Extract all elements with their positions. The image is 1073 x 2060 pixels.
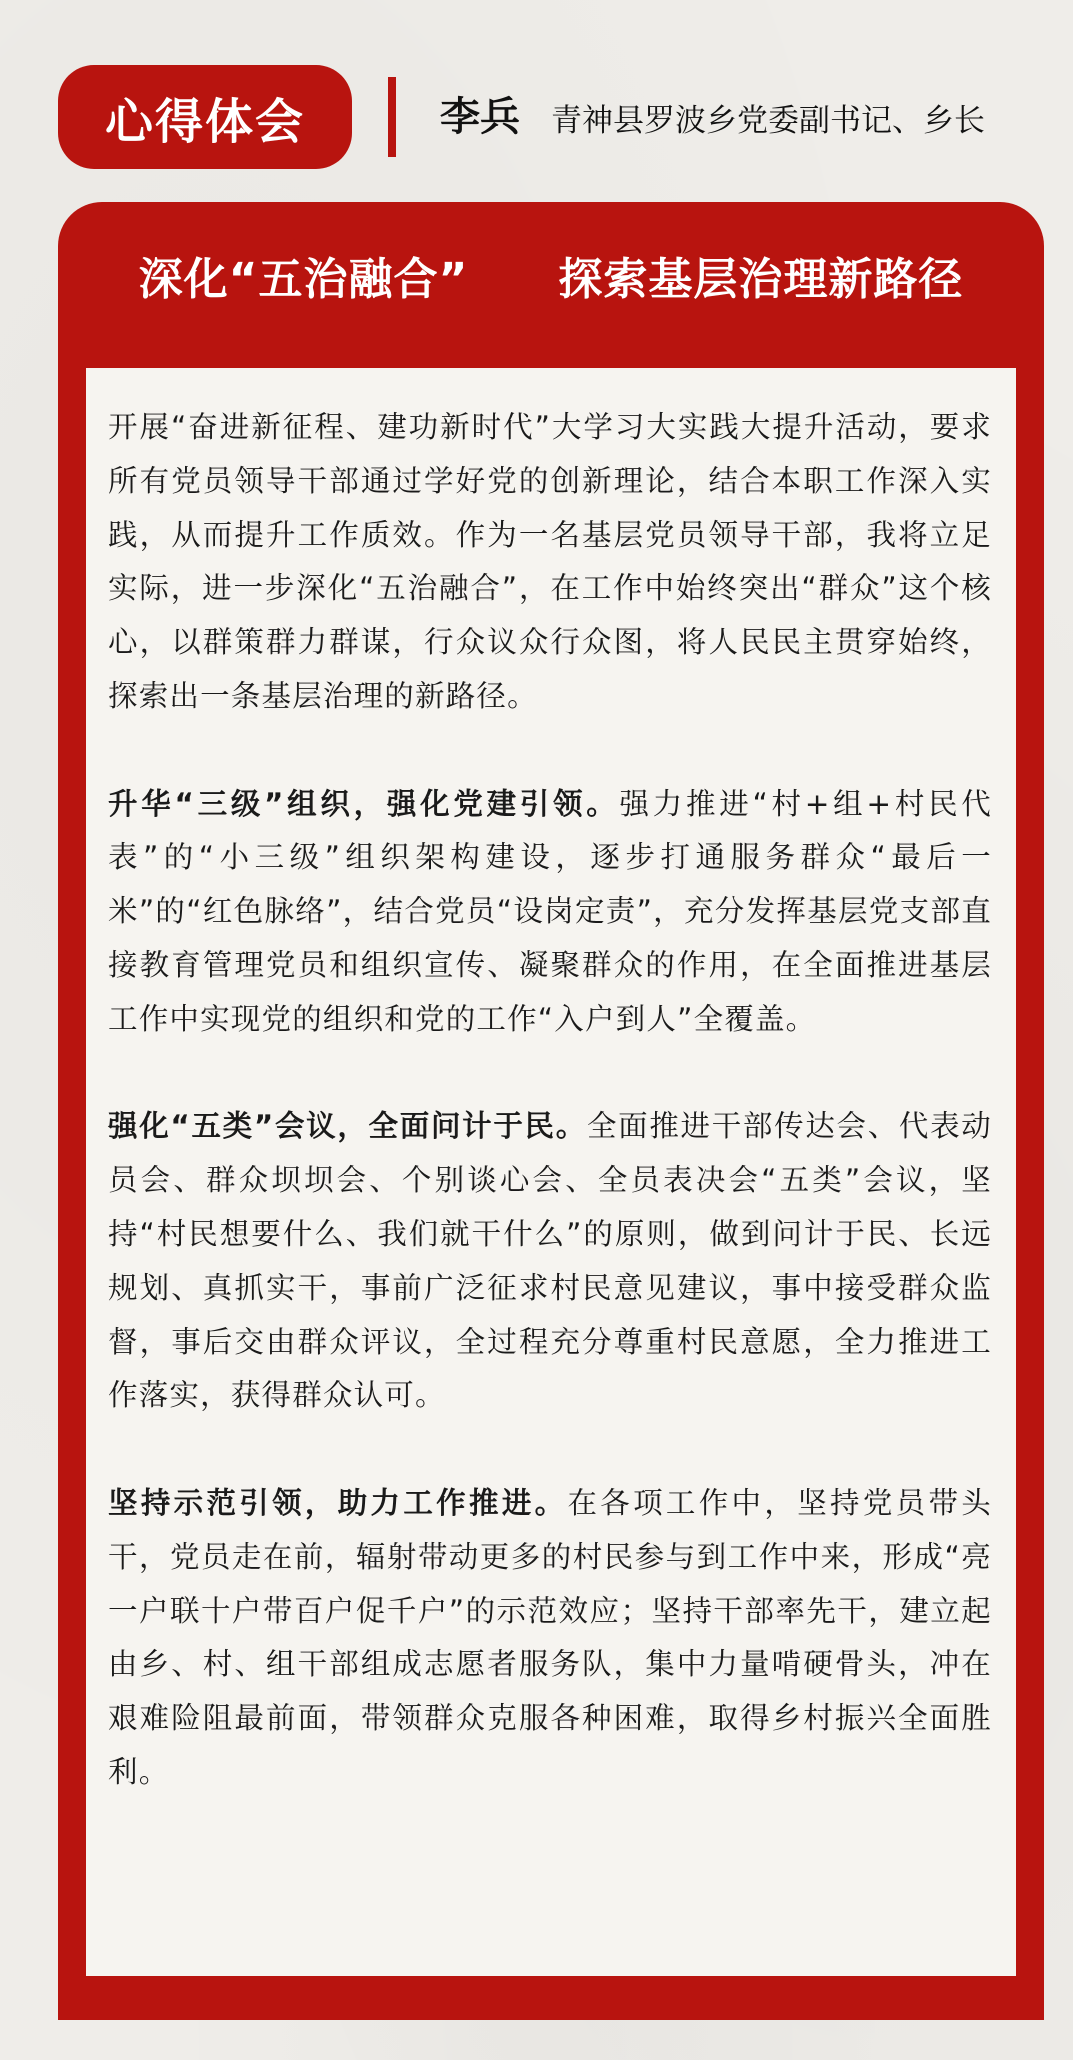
paragraph-3 <box>108 1100 992 1423</box>
paragraph-lead: 强化“五类”会议，全面问计于民。 <box>108 1109 587 1144</box>
paragraph-lead: 坚持示范引领，助力工作推进。 <box>108 1485 568 1520</box>
paragraph-body: 强力推进“村+组+村民代表”的“小三级”组织架构建设，逐步打通服务群众“最后一米”的“红色脉络”，结合党员“设岗定责”，充分发挥基层党支部直接教育管理党员和组织宣传、凝聚群众的作用，在全面推进基层工作中实现党的组织和党的工作“入户到人”全覆盖。 <box>108 786 992 1036</box>
paragraph-body: 全面推进干部传达会、代表动员会、群众坝坝会、个别谈心会、全员表决会“五类”会议，坚持“村民想要什么、我们就干什么”的原则，做到问计于民、长远规划、真抓实干，事前广泛征求村民意见建议，事中接受群众监督，事后交由群众评议，全过程充分尊重村民意愿，全力推进工作落实，获得群众认可。 <box>108 1109 992 1413</box>
article-content <box>86 368 1016 1976</box>
paragraph-lead: 升华“三级”组织，强化党建引领。 <box>108 786 620 821</box>
section-tag: 心得体会 <box>58 65 352 169</box>
paragraph-1 <box>108 401 992 724</box>
author-name: 李兵 <box>440 94 520 140</box>
article-card <box>58 202 1044 2020</box>
article-header <box>58 65 1018 169</box>
header-divider <box>388 77 396 157</box>
paragraph-2 <box>108 778 992 1047</box>
paragraph-4 <box>108 1477 992 1800</box>
article-body <box>108 401 992 1800</box>
paragraph-body: 开展“奋进新征程、建功新时代”大学习大实践大提升活动，要求所有党员领导干部通过学好党的创新理论，结合本职工作深入实践，从而提升工作质效。作为一名基层党员领导干部，我将立足实际，进一步深化“五治融合”，在工作中始终突出“群众”这个核心，以群策群力群谋，行众议众行众图，将人民民主贯穿始终，探索出一条基层治理的新路径。 <box>108 410 992 713</box>
paragraph-body: 在各项工作中，坚持党员带头干，党员走在前，辐射带动更多的村民参与到工作中来，形成“亮一户联十户带百户促千户”的示范效应；坚持干部率先干，建立起由乡、村、组干部组成志愿者服务队，集中力量啃硬骨头，冲在艰难险阻最前面，带领群众克服各种困难，取得乡村振兴全面胜利。 <box>108 1485 992 1789</box>
author-title: 青神县罗波乡党委副书记、乡长 <box>551 103 985 139</box>
article-title: 深化“五治融合” 探索基层治理新路径 <box>138 254 964 305</box>
